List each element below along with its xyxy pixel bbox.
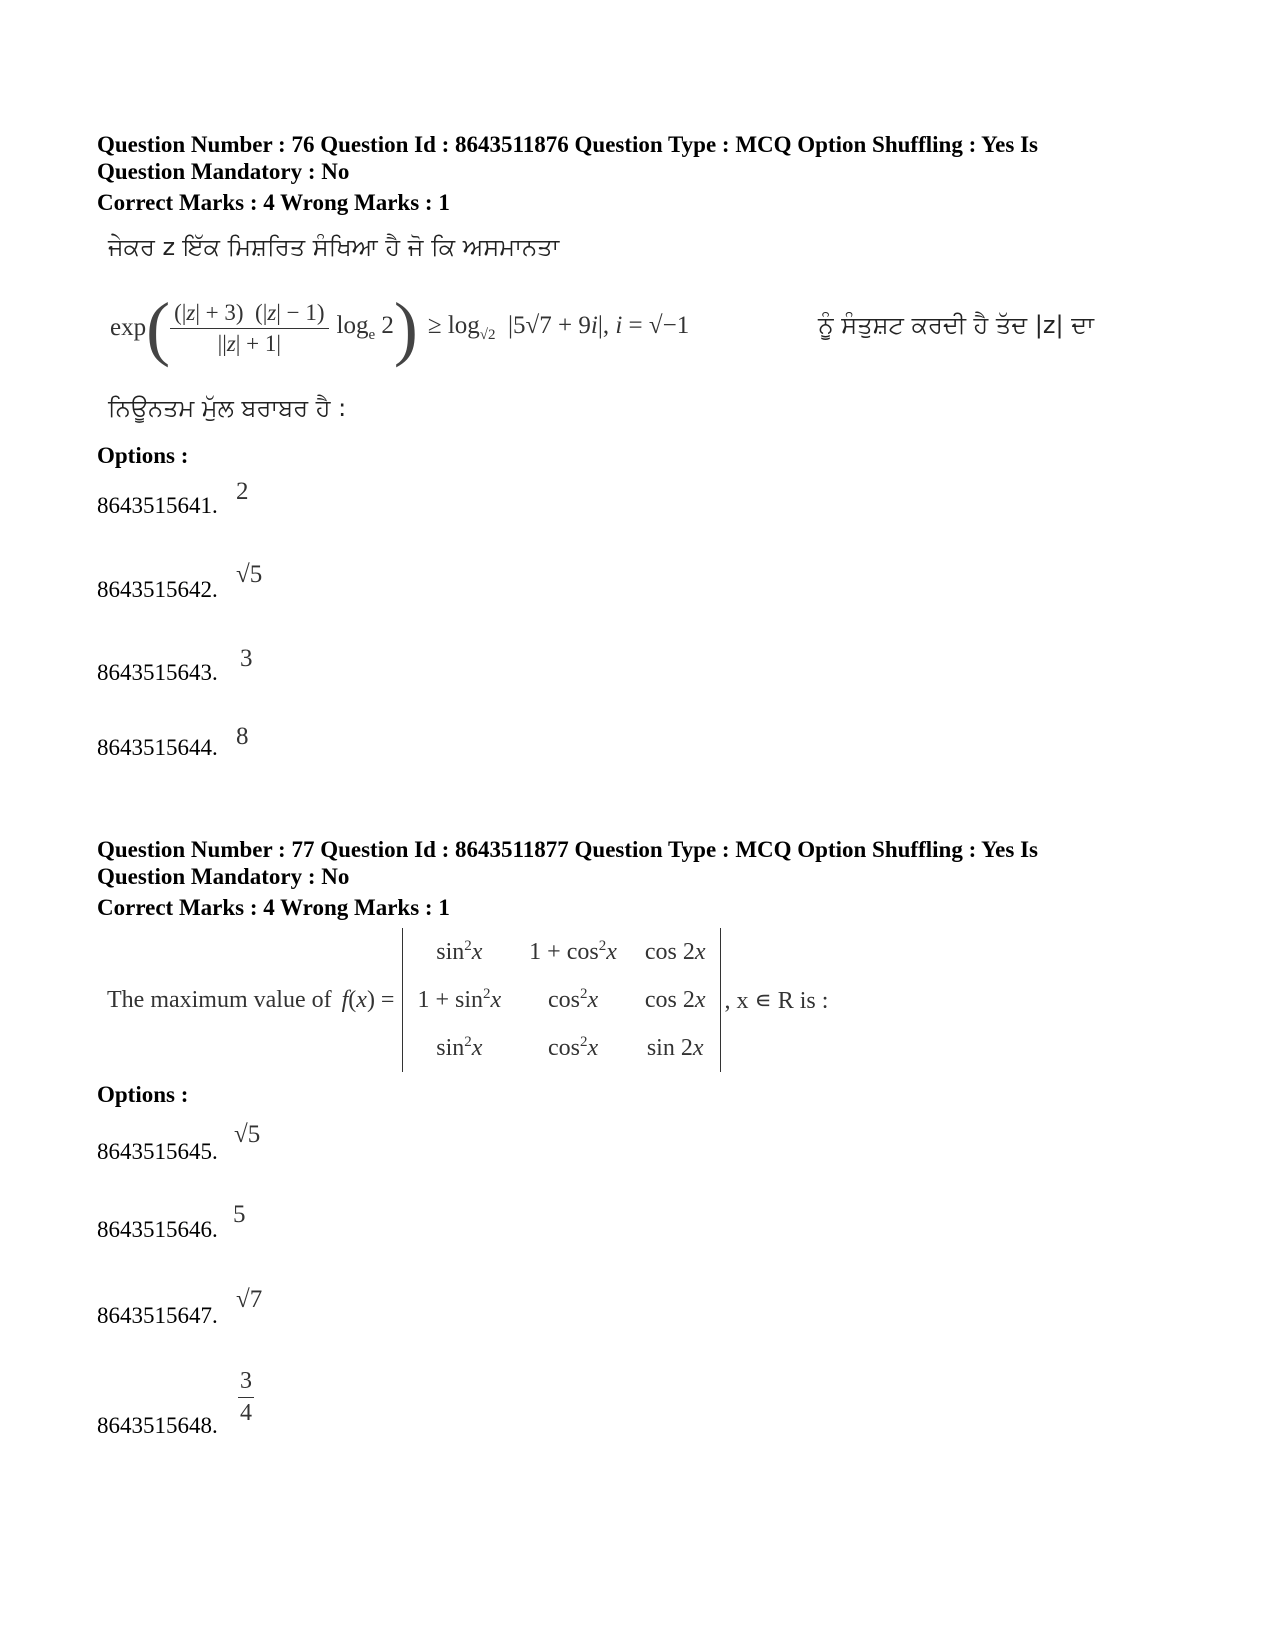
option-id: 8643515645. [97, 1139, 218, 1164]
header-line-2: Question Mandatory : No [97, 864, 350, 889]
option-value: 5 [233, 1201, 246, 1228]
matrix-cell: $1 + \cos^2x$ [529, 938, 617, 965]
question-77-options-label: Options : [97, 1082, 189, 1107]
question-77-marks: Correct Marks : 4 Wrong Marks : 1 [97, 895, 450, 920]
option-value: √5 [236, 561, 263, 588]
log-e-2: $\log_e 2$ [336, 312, 394, 343]
function-f-of-x: f(x) = [341, 986, 395, 1013]
matrix-cell: $\sin^2x$ [436, 1034, 483, 1061]
question-76-text-line-1: ਜੇਕਰ z ਇੱਕ ਮਿਸ਼ਰਿਤ ਸੰਖਿਆ ਹੈ ਜੋ ਕਿ ਅਸਮਾਨਤਾ [108, 233, 560, 261]
rhs-expression: ≥ $\log_{√2} |5√7 + 9i|$, i = √−1 [427, 312, 690, 343]
determinant-matrix [402, 928, 720, 1072]
fraction-numerator: (|z| + 3) (|z| − 1) [170, 300, 328, 329]
header-line-1: Question Number : 76 Question Id : 8643511876 Question Type : MCQ Option Shuffling : Yes Is [97, 132, 1038, 157]
option-id: 8643515647. [97, 1303, 218, 1328]
matrix-cell: cos 2x [644, 938, 706, 965]
question-76-text-line-2: ਨੂੰ ਸੰਤੁਸ਼ਟ ਕਰਦੀ ਹੈ ਤੱਦ |z| ਦਾ [818, 311, 1094, 339]
question-76-marks: Correct Marks : 4 Wrong Marks : 1 [97, 190, 450, 215]
question-76-inequality [110, 288, 689, 368]
question-77-header [97, 836, 1038, 890]
option-value-fraction [238, 1368, 254, 1427]
matrix-cell: $\sin^2x$ [436, 938, 483, 965]
option-value: √7 [236, 1286, 263, 1313]
statement-prefix: The maximum value of [107, 986, 332, 1013]
fraction-numerator: 3 [238, 1368, 254, 1398]
right-paren: ) [393, 288, 418, 368]
option-id: 8643515643. [97, 660, 218, 685]
question-77-statement [107, 934, 828, 1066]
matrix-cell: $1 + \sin^2x$ [417, 986, 502, 1013]
matrix-cell: $\cos^2x$ [547, 1034, 599, 1061]
question-76-options-label: Options : [97, 443, 189, 468]
matrix-cell: $\cos^2x$ [547, 986, 599, 1013]
option-value: 2 [236, 478, 249, 505]
fraction-denominator: ||z| + 1| [217, 330, 281, 356]
header-line-1: Question Number : 77 Question Id : 8643511877 Question Type : MCQ Option Shuffling : Yes Is [97, 837, 1038, 862]
option-value: 8 [236, 723, 249, 750]
header-line-2: Question Mandatory : No [97, 159, 350, 184]
matrix-cell: sin 2x [646, 1034, 704, 1061]
option-id: 8643515641. [97, 493, 218, 518]
question-76-header [97, 131, 1038, 185]
option-value: 3 [240, 645, 253, 672]
statement-suffix: , x ∊ R is : [724, 987, 829, 1014]
fraction-denominator: 4 [240, 1400, 252, 1426]
question-76-text-line-3: ਨਿਊਨਤਮ ਮੁੱਲ ਬਰਾਬਰ ਹੈ : [108, 394, 347, 422]
option-id: 8643515648. [97, 1413, 218, 1438]
option-id: 8643515644. [97, 735, 218, 760]
matrix-cell: cos 2x [644, 986, 706, 1013]
option-id: 8643515646. [97, 1217, 218, 1242]
option-id: 8643515642. [97, 577, 218, 602]
fraction [170, 300, 328, 357]
option-value: √5 [234, 1121, 261, 1148]
left-paren: ( [146, 288, 171, 368]
exp-function: exp [110, 314, 147, 341]
